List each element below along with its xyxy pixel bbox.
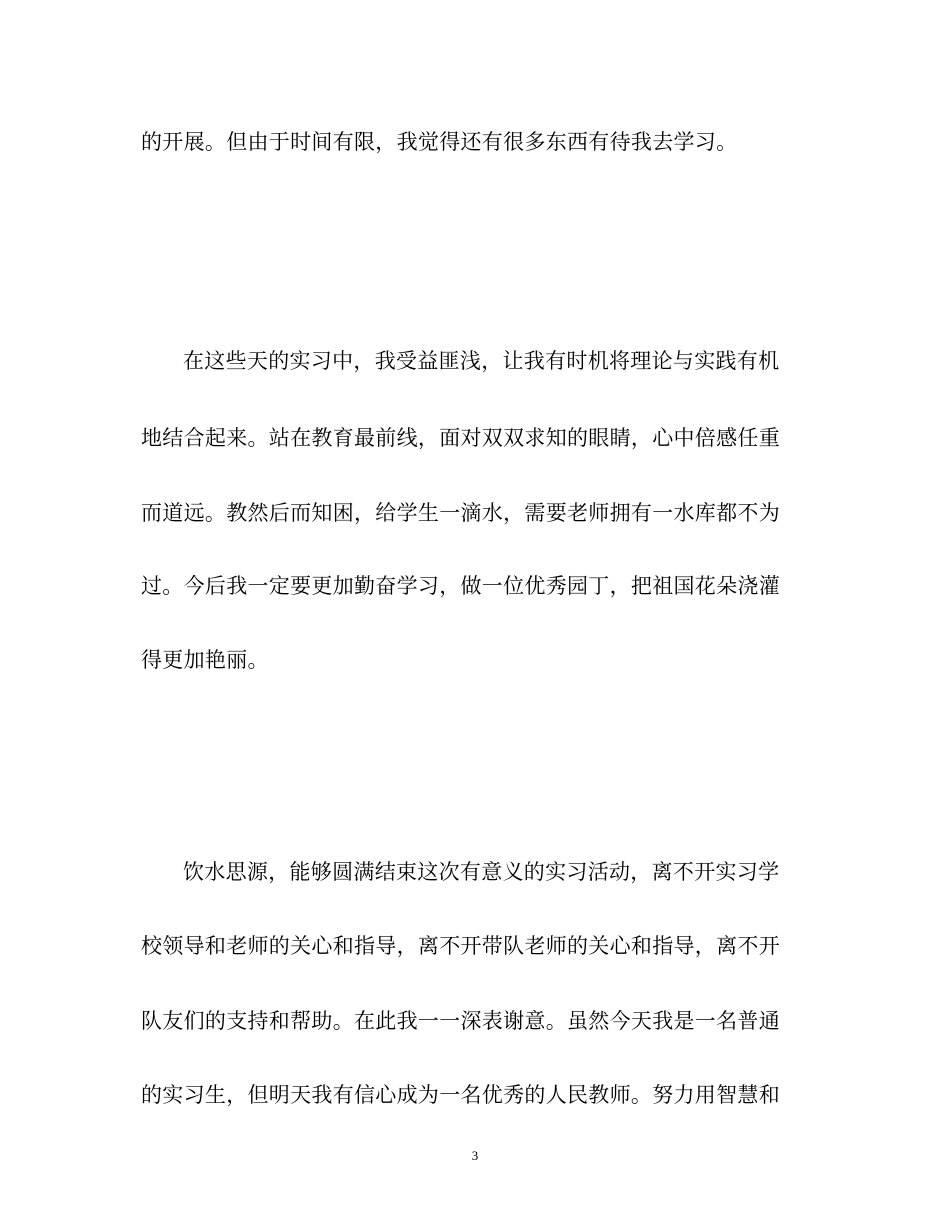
paragraph-2-line-5: 得更加艳丽。 <box>141 648 269 672</box>
paragraph-3-line-4: 的实习生，但明天我有信心成为一名优秀的人民教师。努力用智慧和 <box>141 1083 780 1107</box>
paragraph-3-line-2: 校领导和老师的关心和指导，离不开带队老师的关心和指导，离不开 <box>141 934 780 958</box>
paragraph-1-line-1: 的开展。但由于时间有限，我觉得还有很多东西有待我去学习。 <box>141 130 738 154</box>
paragraph-2-line-4: 过。今后我一定要更加勤奋学习，做一位优秀园丁，把祖国花朵浇灌 <box>141 574 780 598</box>
paragraph-2-line-3: 而道远。教然后而知困，给学生一滴水，需要老师拥有一水库都不为 <box>141 501 780 525</box>
page-number: 3 <box>471 1148 479 1163</box>
paragraph-2-line-2: 地结合起来。站在教育最前线，面对双双求知的眼睛，心中倍感任重 <box>141 426 780 450</box>
paragraph-2-line-1: 在这些天的实习中，我受益匪浅，让我有时机将理论与实践有机 <box>183 349 780 373</box>
paragraph-3-line-3: 队友们的支持和帮助。在此我一一深表谢意。虽然今天我是一名普通 <box>141 1009 780 1033</box>
paragraph-3-line-1: 饮水思源，能够圆满结束这次有意义的实习活动，离不开实习学 <box>183 860 780 884</box>
